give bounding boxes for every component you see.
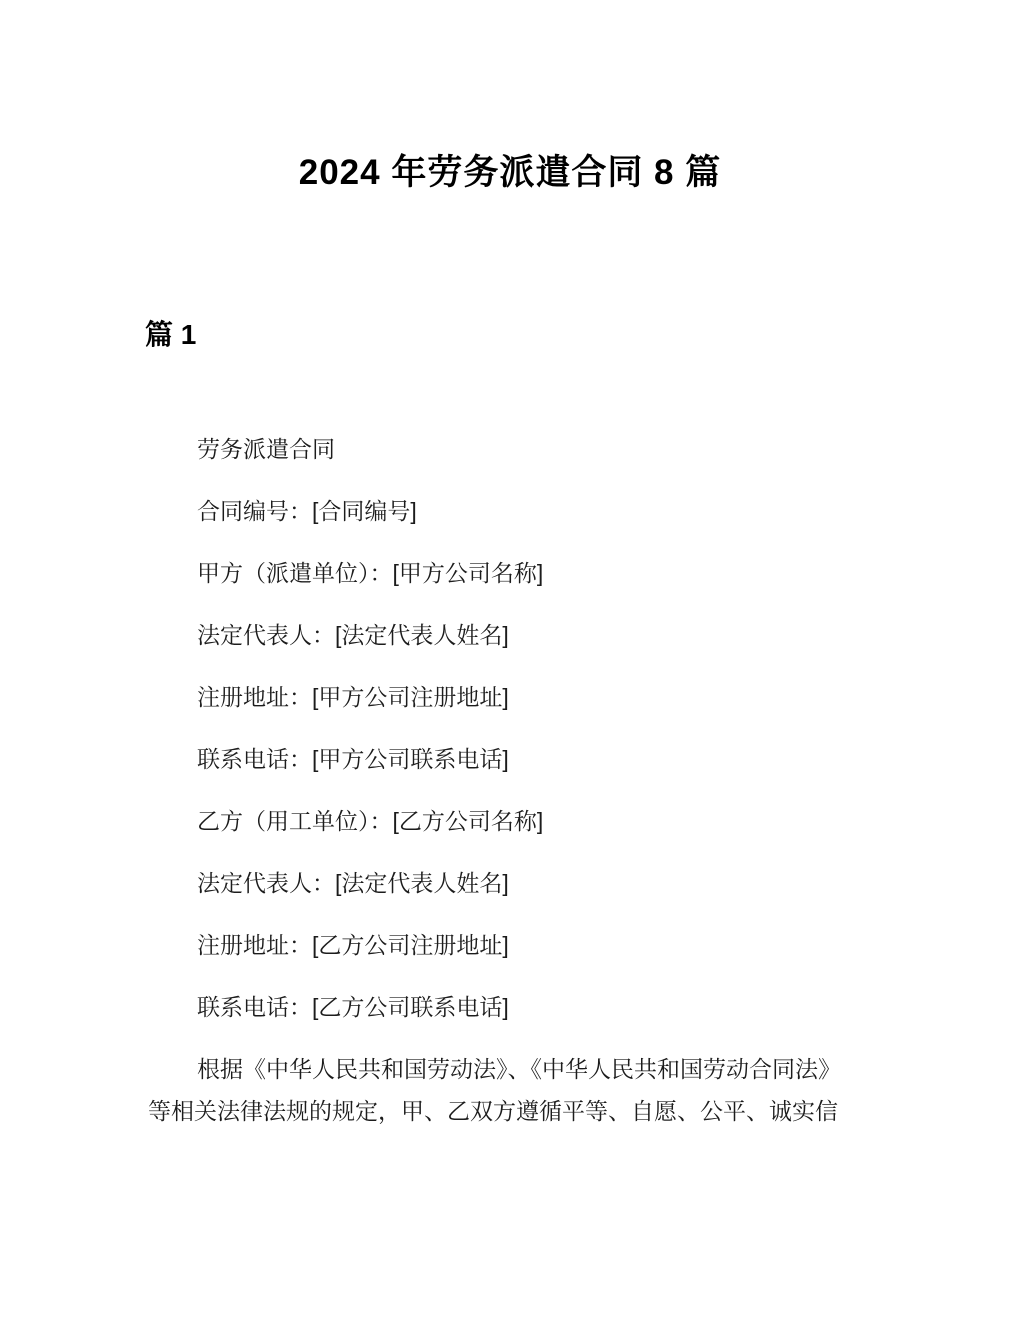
paragraph-party-b: 乙方（用工单位）：[乙方公司名称] — [197, 808, 544, 834]
paragraph-party-a-representative: 法定代表人：[法定代表人姓名] — [197, 622, 509, 648]
paragraph-contract-title: 劳务派遣合同 — [197, 436, 335, 462]
closing-paragraph-line-1: 根据《中华人民共和国劳动法》、《中华人民共和国劳动合同法》 — [197, 1056, 841, 1082]
document-title: 2024 年劳务派遣合同 8 篇 — [298, 153, 722, 192]
closing-paragraph — [148, 1048, 864, 1132]
contract-body — [148, 428, 864, 1152]
paragraph-party-b-representative: 法定代表人：[法定代表人姓名] — [197, 870, 509, 896]
closing-paragraph-line-2: 等相关法律法规的规定，甲、乙双方遵循平等、自愿、公平、诚实信 — [148, 1098, 838, 1124]
paragraph-party-b-address: 注册地址：[乙方公司注册地址] — [197, 932, 509, 958]
section-heading: 篇 1 — [145, 319, 197, 350]
paragraph-party-a-address: 注册地址：[甲方公司注册地址] — [197, 684, 509, 710]
paragraph-contract-number: 合同编号：[合同编号] — [197, 498, 417, 524]
paragraph-party-a: 甲方（派遣单位）：[甲方公司名称] — [197, 560, 544, 586]
paragraph-party-b-phone: 联系电话：[乙方公司联系电话] — [197, 994, 509, 1020]
paragraph-party-a-phone: 联系电话：[甲方公司联系电话] — [197, 746, 509, 772]
